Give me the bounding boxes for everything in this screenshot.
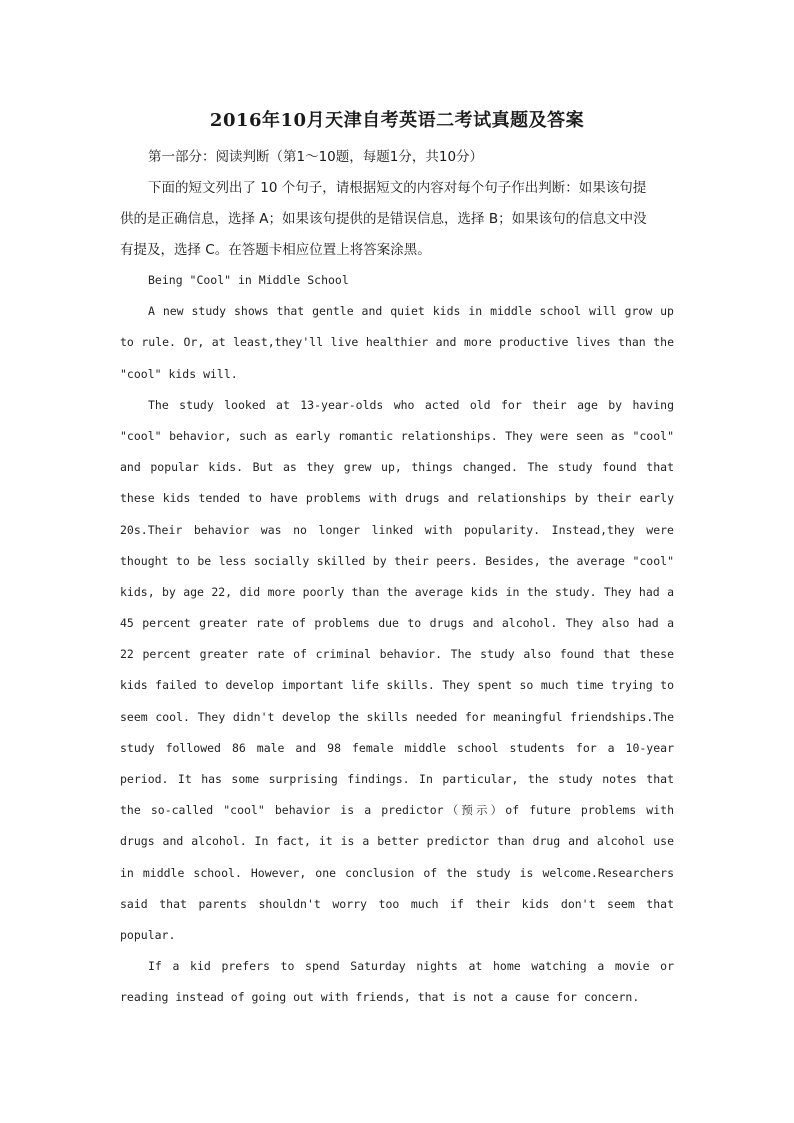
passage-line: study followed 86 male and 98 female middle school students for a 10-year [120, 740, 674, 755]
passage-line: "cool" kids will. [120, 366, 238, 381]
passage-line: seem cool. They didn't develop the skills needed for meaningful friendships.The [120, 709, 674, 724]
passage-line: kids failed to develop important life skills. They spent so much time trying to [120, 678, 674, 693]
passage-line: If a kid prefers to spend Saturday nights at home watching a movie or [148, 959, 674, 974]
instructions-block [120, 142, 676, 266]
passage-line: to rule. Or, at least,they'll live healthier and more productive lives than the [120, 335, 674, 350]
passage-line: the so-called "cool" behavior is a predictor（预示）of future problems with [120, 803, 674, 818]
passage-line: period. It has some surprising findings. In particular, the study notes that [120, 772, 674, 786]
passage [120, 265, 674, 1014]
passage-line: "cool" behavior, such as early romantic relationships. They were seen as "cool" [120, 428, 674, 443]
passage-title: Being "Cool" in Middle School [148, 273, 349, 287]
page-title: 2016年10月天津自考英语二考试真题及答案 [209, 110, 585, 131]
passage-line: these kids tended to have problems with drugs and relationships by their early [120, 491, 674, 506]
passage-line: drugs and alcohol. In fact, it is a better predictor than drug and alcohol use [120, 834, 674, 849]
passage-line: in middle school. However, one conclusion of the study is welcome.Researchers [120, 865, 674, 880]
passage-line: popular. [120, 927, 176, 942]
passage-line: 20s.Their behavior was no longer linked with popularity. Instead,they were [120, 522, 674, 537]
passage-line: kids, by age 22, did more poorly than the average kids in the study. They had a [120, 584, 674, 599]
passage-line: The study looked at 13-year-olds who acted old for their age by having [148, 397, 674, 412]
passage-line: 45 percent greater rate of problems due to drugs and alcohol. They also had a [120, 616, 674, 631]
passage-line: and popular kids. But as they grew up, things changed. The study found that [120, 460, 674, 475]
passage-line: 22 percent greater rate of criminal behavior. The study also found that these [120, 647, 674, 662]
passage-line: A new study shows that gentle and quiet kids in middle school will grow up [148, 304, 674, 319]
instruction-line: 下面的短文列出了 10 个句子，请根据短文的内容对每个句子作出判断：如果该句提 [148, 180, 647, 196]
passage-line: thought to be less socially skilled by their peers. Besides, the average "cool" [120, 553, 674, 568]
instruction-line: 供的是正确信息，选择 A；如果该句提供的是错误信息，选择 B；如果该句的信息文中没 [120, 211, 647, 227]
passage-line: reading instead of going out with friends, that is not a cause for concern. [120, 990, 640, 1005]
section-heading: 第一部分：阅读判断（第1～10题，每题1分，共10分） [148, 149, 484, 165]
instruction-line: 有提及，选择 C。在答题卡相应位置上将答案涂黑。 [120, 242, 431, 258]
passage-line: said that parents shouldn't worry too much if their kids don't seem that [120, 896, 674, 911]
